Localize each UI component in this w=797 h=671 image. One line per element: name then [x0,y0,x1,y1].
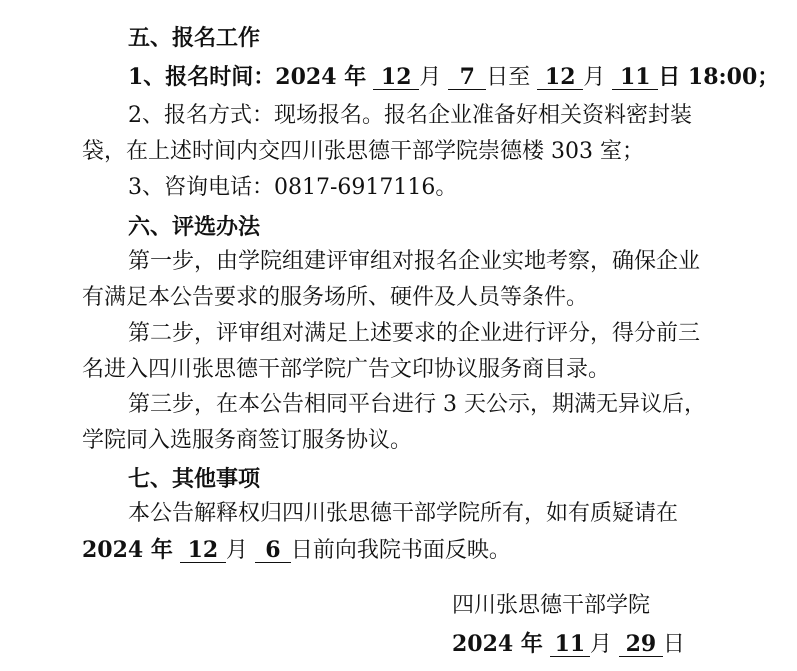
end-month-value: 12 [537,65,583,90]
step3-line-1: 第三步，在本公告相同平台进行 3 天公示，期满无异议后， [128,392,706,417]
section-heading-selection: 六、评选办法 [128,214,261,240]
deadline-day-value: 6 [255,538,291,563]
registration-method-line-1: 2、报名方式：现场报名。报名企业准备好相关资料密封装 [128,103,692,128]
step3-line-2: 学院同入选服务商签订服务协议。 [82,428,413,453]
other-line-2 [82,534,511,566]
deadline-year: 2024 年 [82,537,173,563]
step1-line-1: 第一步，由学院组建评审组对报名企业实地考察，确保企业 [128,249,701,274]
registration-time-line [128,61,779,93]
signature-month-char: 月 [589,632,612,657]
step2-line-1: 第二步，评审组对满足上述要求的企业进行评分，得分前三 [128,321,701,346]
step2-line-2: 名进入四川张思德干部学院广告文印协议服务商目录。 [82,357,611,382]
month-char-2: 月 [583,65,606,90]
deadline-month-value: 12 [180,538,226,563]
signature-date [452,628,685,660]
signature-month-value: 11 [550,632,590,657]
month-char: 月 [419,65,442,90]
end-day-value: 11 [612,65,658,90]
other-line-1: 本公告解释权归四川张思德干部学院所有，如有质疑请在 [128,501,679,526]
signature-year: 2024 年 [452,631,543,657]
deadline-tail: 日前向我院书面反映。 [290,538,511,563]
start-day-value: 7 [448,65,486,90]
signature-organization: 四川张思德干部学院 [452,593,651,618]
registration-time-prefix: 1、报名时间：2024 年 [128,64,367,90]
signature-day-value: 29 [619,632,663,657]
end-time-text: 日 18:00； [658,64,780,90]
to-text: 日至 [486,65,531,90]
section-heading-other: 七、其他事项 [128,466,261,492]
contact-phone-line: 3、咨询电话：0817-6917116。 [128,175,458,200]
deadline-month-char: 月 [225,538,248,563]
start-month-value: 12 [373,65,419,90]
registration-method-line-2: 袋，在上述时间内交四川张思德干部学院崇德楼 303 室； [82,139,644,164]
step1-line-2: 有满足本公告要求的服务场所、硬件及人员等条件。 [82,285,589,310]
signature-day-char: 日 [662,632,685,657]
section-heading-registration: 五、报名工作 [128,25,261,51]
